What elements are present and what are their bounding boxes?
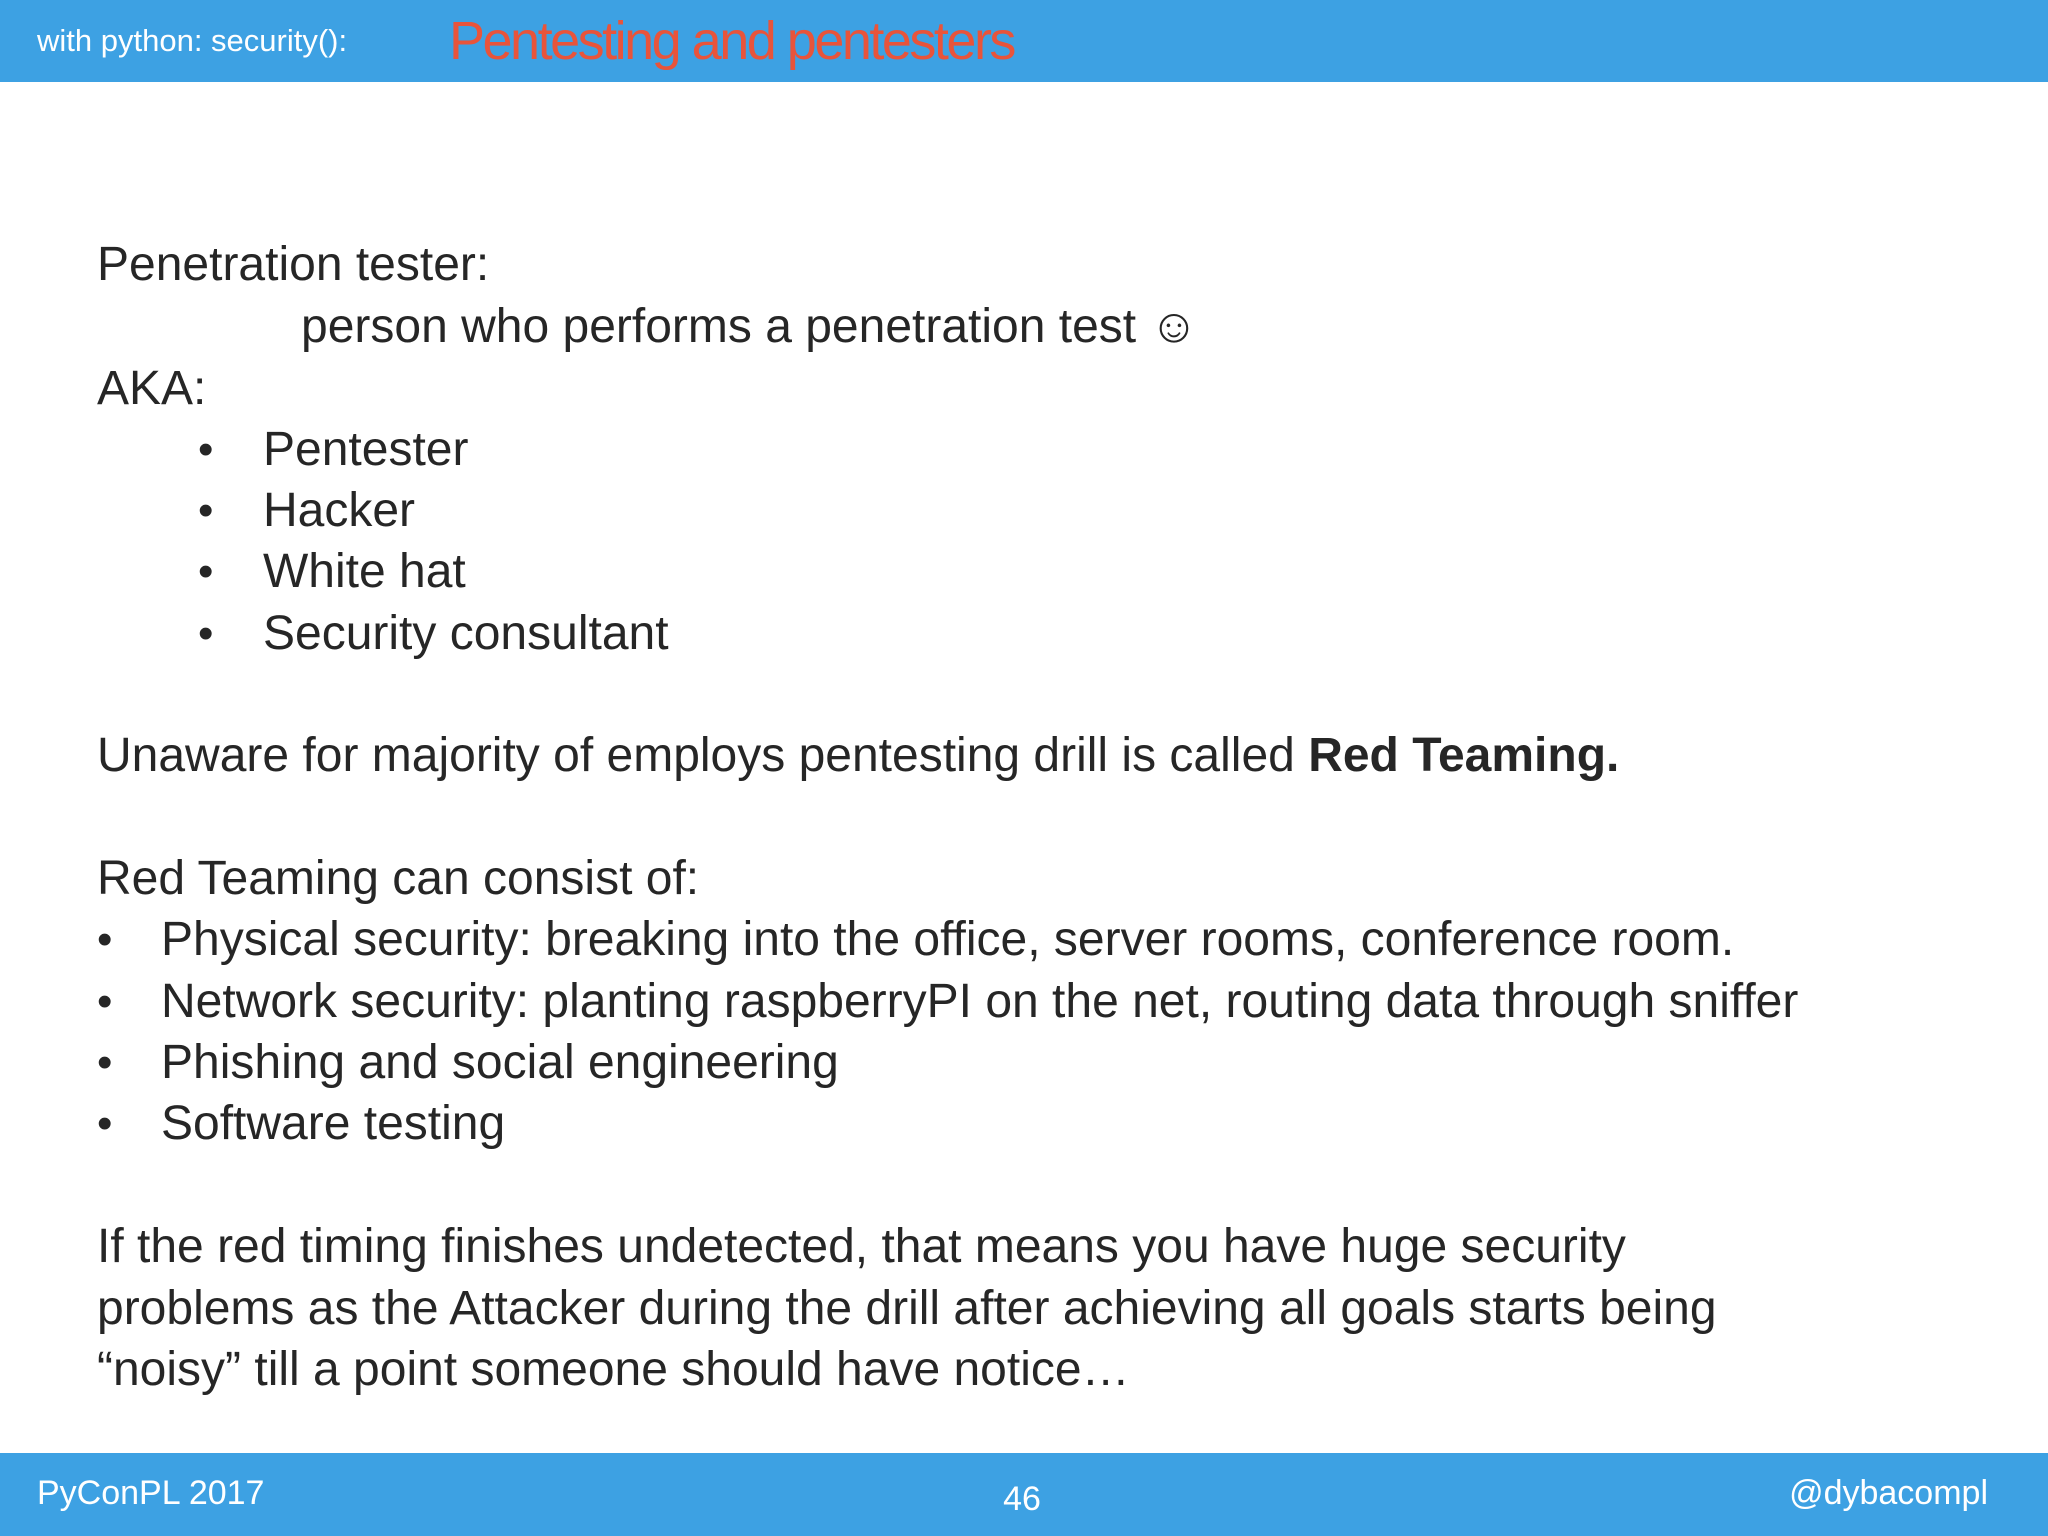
activity-software-testing: Software testing bbox=[161, 1097, 506, 1150]
definition-heading: Penetration tester: bbox=[97, 238, 490, 291]
activity-network-security: Network security: planting raspberryPI on the net, routing data through sniffer bbox=[161, 975, 1799, 1028]
activity-phishing: Phishing and social engineering bbox=[161, 1036, 839, 1089]
slide-title: Pentesting and pentesters bbox=[449, 11, 1014, 71]
aka-item-hacker: Hacker bbox=[263, 484, 416, 537]
bullet-icon: • bbox=[198, 425, 214, 474]
bullet-icon: • bbox=[97, 977, 113, 1026]
bullet-icon: • bbox=[198, 609, 214, 658]
aka-item-pentester: Pentester bbox=[263, 423, 469, 476]
conclusion-line-3: “noisy” till a point someone should have notice… bbox=[97, 1343, 1130, 1396]
footer-author-handle: @dybacompl bbox=[1789, 1474, 1988, 1512]
bullet-icon: • bbox=[198, 547, 214, 596]
bullet-icon: • bbox=[198, 486, 214, 535]
activity-physical-security: Physical security: breaking into the office, server rooms, conference room. bbox=[161, 913, 1735, 966]
red-team-sentence bbox=[97, 727, 1619, 785]
bullet-icon: • bbox=[97, 1038, 113, 1087]
slide-footer-bar bbox=[0, 1453, 2048, 1536]
bullet-icon: • bbox=[97, 1099, 113, 1148]
consists-heading: Red Teaming can consist of: bbox=[97, 852, 700, 905]
conclusion-line-1: If the red timing finishes undetected, that means you have huge security bbox=[97, 1220, 1626, 1273]
footer-event-name: PyConPL 2017 bbox=[37, 1474, 265, 1512]
aka-item-white-hat: White hat bbox=[263, 545, 466, 598]
conclusion-line-2: problems as the Attacker during the drill after achieving all goals starts being bbox=[97, 1282, 1717, 1335]
red-team-term: Red Teaming. bbox=[1308, 729, 1620, 782]
aka-label: AKA: bbox=[97, 362, 207, 415]
red-team-sentence-text: Unaware for majority of employs pentesting drill is called bbox=[97, 729, 1309, 782]
header-code-prefix: with python: security(): bbox=[37, 23, 348, 58]
definition-text: person who performs a penetration test ☺ bbox=[301, 300, 1199, 353]
aka-item-security-consultant: Security consultant bbox=[263, 607, 669, 660]
bullet-icon: • bbox=[97, 915, 113, 964]
slide-number: 46 bbox=[1003, 1480, 1041, 1518]
